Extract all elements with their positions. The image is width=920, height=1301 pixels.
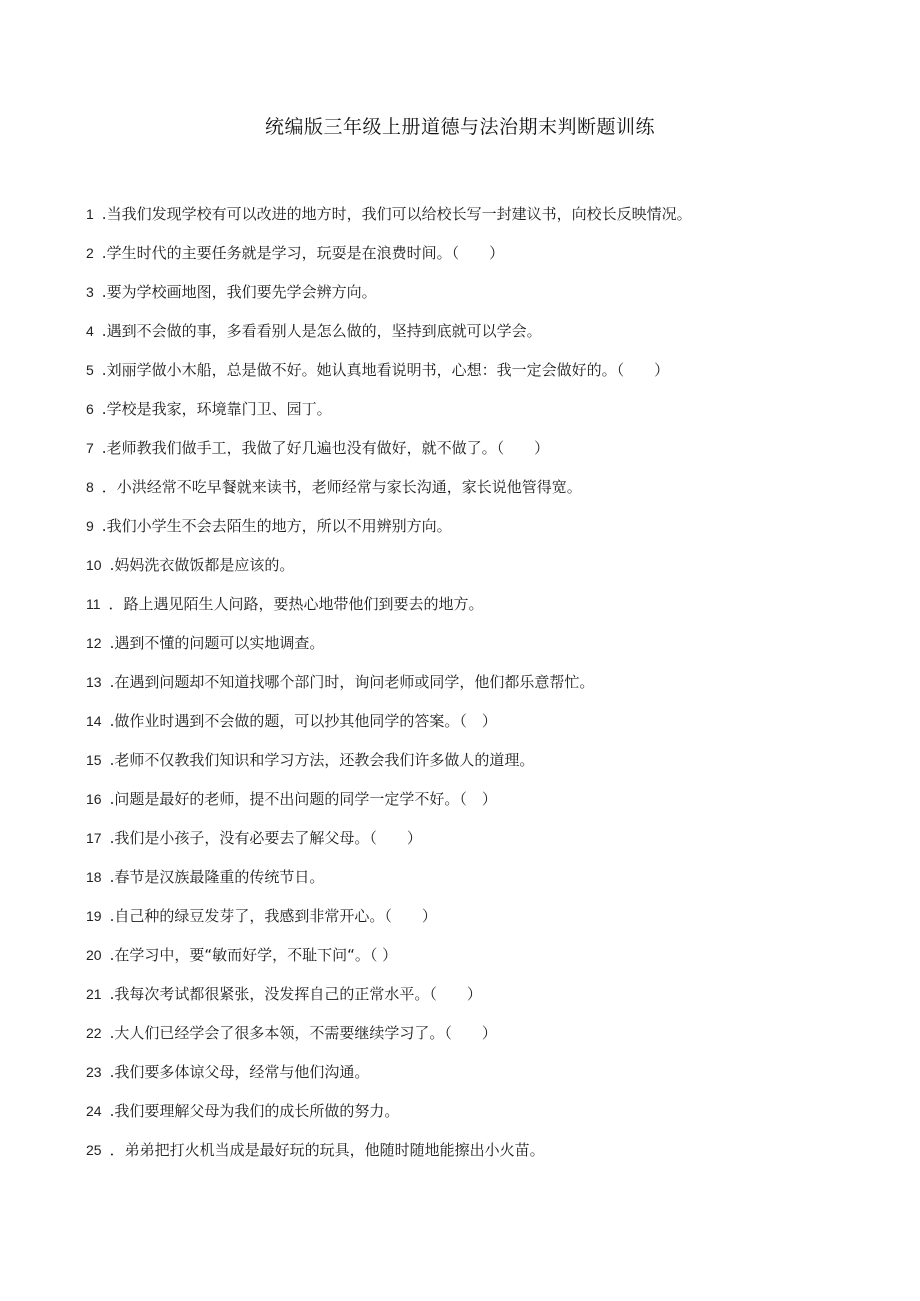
question-number: 18	[86, 868, 102, 885]
question-text: .在学习中，要“敏而好学，不耻下问“。（ ）	[109, 946, 398, 964]
question-number: 9	[86, 517, 94, 534]
question-item	[86, 662, 886, 701]
question-text: .老师不仅教我们知识和学习方法，还教会我们许多做人的道理。	[109, 751, 535, 769]
question-number: 17	[86, 829, 102, 846]
question-text: .我们要理解父母为我们的成长所做的努力。	[109, 1102, 400, 1120]
question-item	[86, 740, 886, 779]
question-text: ．弟弟把打火机当成是最好玩的玩具，他随时随地能擦出小火苗。	[109, 1141, 545, 1159]
document-title: 统编版三年级上册道德与法治期末判断题训练	[264, 116, 655, 138]
question-number: 4	[86, 322, 94, 339]
question-number: 14	[86, 712, 102, 729]
question-number: 25	[86, 1141, 102, 1158]
question-item	[86, 896, 886, 935]
question-item	[86, 272, 886, 311]
question-item	[86, 506, 886, 545]
question-text: .春节是汉族最隆重的传统节日。	[109, 868, 325, 886]
question-item	[86, 779, 886, 818]
question-number: 10	[86, 556, 102, 573]
question-text: .学校是我家，环境靠门卫、园丁。	[101, 400, 332, 418]
question-text: .在遇到问题却不知道找哪个部门时，询问老师或同学，他们都乐意帮忙。	[109, 673, 595, 691]
question-item	[86, 194, 886, 233]
question-number: 2	[86, 244, 94, 261]
question-item	[86, 428, 886, 467]
question-text: .妈妈洗衣做饭都是应该的。	[109, 556, 295, 574]
question-text: .刘丽学做小木船，总是做不好。她认真地看说明书，心想：我一定会做好的。（ ）	[101, 361, 670, 379]
question-item	[86, 1091, 886, 1130]
question-number: 19	[86, 907, 102, 924]
question-item	[86, 974, 886, 1013]
question-text: .问题是最好的老师，提不出问题的同学一定学不好。（ ）	[109, 790, 497, 808]
question-number: 13	[86, 673, 102, 690]
question-number: 21	[86, 985, 102, 1002]
question-list	[86, 194, 886, 1169]
question-text: .自己种的绿豆发芽了，我感到非常开心。（ ）	[109, 907, 437, 925]
question-text: .我们是小孩子，没有必要去了解父母。（ ）	[109, 829, 422, 847]
question-number: 16	[86, 790, 102, 807]
question-item	[86, 233, 886, 272]
question-text: ．路上遇见陌生人问路，要热心地带他们到要去的地方。	[108, 595, 484, 613]
question-item	[86, 545, 886, 584]
question-item	[86, 1052, 886, 1091]
question-item	[86, 350, 886, 389]
question-number: 11	[86, 595, 101, 612]
question-item	[86, 584, 886, 623]
question-item	[86, 818, 886, 857]
question-number: 8	[86, 478, 94, 495]
question-text: .我每次考试都很紧张，没发挥自己的正常水平。（ ）	[109, 985, 482, 1003]
question-item	[86, 623, 886, 662]
question-number: 3	[86, 283, 94, 300]
question-number: 1	[86, 205, 94, 222]
question-number: 20	[86, 946, 102, 963]
question-text: .当我们发现学校有可以改进的地方时，我们可以给校长写一封建议书，向校长反映情况。	[101, 205, 692, 223]
question-number: 6	[86, 400, 94, 417]
question-item	[86, 857, 886, 896]
question-number: 7	[86, 439, 94, 456]
question-item	[86, 1013, 886, 1052]
question-number: 22	[86, 1024, 102, 1041]
question-text: ．小洪经常不吃早餐就来读书，老师经常与家长沟通，家长说他管得宽。	[101, 478, 582, 496]
question-text: .学生时代的主要任务就是学习，玩耍是在浪费时间。（ ）	[101, 244, 505, 262]
question-number: 15	[86, 751, 102, 768]
question-item	[86, 467, 886, 506]
question-text: .老师教我们做手工，我做了好几遍也没有做好，就不做了。（ ）	[101, 439, 550, 457]
question-number: 12	[86, 634, 102, 651]
question-item	[86, 311, 886, 350]
question-item	[86, 701, 886, 740]
question-item	[86, 389, 886, 428]
question-text: .大人们已经学会了很多本领，不需要继续学习了。（ ）	[109, 1024, 497, 1042]
question-text: .我们小学生不会去陌生的地方，所以不用辨别方向。	[101, 517, 452, 535]
question-text: .我们要多体谅父母，经常与他们沟通。	[109, 1063, 370, 1081]
question-number: 24	[86, 1102, 102, 1119]
question-text: .遇到不会做的事，多看看别人是怎么做的，坚持到底就可以学会。	[101, 322, 542, 340]
question-item	[86, 935, 886, 974]
question-number: 23	[86, 1063, 102, 1080]
question-text: .做作业时遇到不会做的题，可以抄其他同学的答案。（ ）	[109, 712, 497, 730]
question-number: 5	[86, 361, 94, 378]
question-item	[86, 1130, 886, 1169]
question-text: .要为学校画地图，我们要先学会辨方向。	[101, 283, 377, 301]
question-text: .遇到不懂的问题可以实地调查。	[109, 634, 325, 652]
